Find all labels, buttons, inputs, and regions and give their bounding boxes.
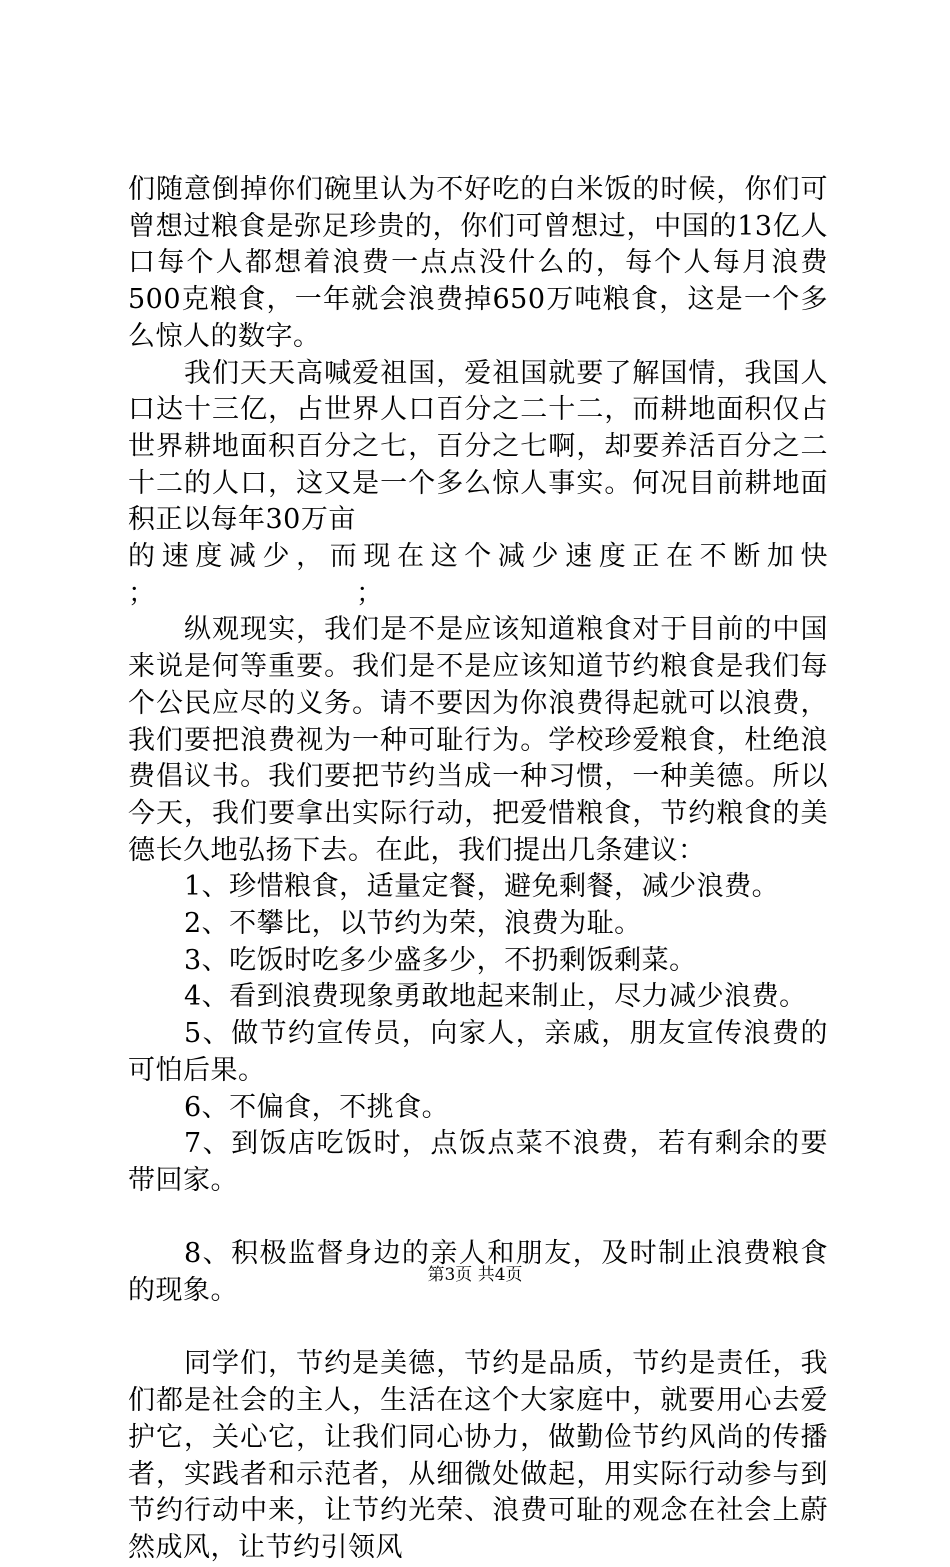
paragraph-2: 我们天天高喊爱祖国，爱祖国就要了解国情，我国人口达十三亿，占世界人口百分之二十二，而耕地面积仅占世界耕地面积百分之七，百分之七啊，却要养活百分之二十二的人口，这又是一个多么惊人事实。何况目前耕地面积正以每年30万亩	[128, 357, 828, 536]
suggestion-6: 6、不偏食，不挑食。	[184, 1091, 450, 1123]
paragraph-3: 纵观现实，我们是不是应该知道粮食对于目前的中国来说是何等重要。我们是不是应该知道节约粮食是我们每个公民应尽的义务。请不要因为你浪费得起就可以浪费，我们要把浪费视为一种可耻行为。学校珍爱粮食，杜绝浪费倡议书。我们要把节约当成一种习惯，一种美德。所以今天，我们要拿出实际行动，把爱惜粮食，节约粮食的美德长久地弘扬下去。在此，我们提出几条建议：	[128, 614, 828, 866]
semicolon-line	[128, 576, 828, 613]
blank-line	[128, 1200, 828, 1237]
paragraph-4: 同学们，节约是美德，节约是品质，节约是责任，我们都是社会的主人，生活在这个大家庭中，就要用心去爱护它，关心它，让我们同心协力，做勤俭节约风尚的传播者，实践者和示范者，从细微处做起，用实际行动参与到节约行动中来，让节约光荣、浪费可耻的观念在社会上蔚然成风，让节约引领风	[128, 1348, 828, 1563]
paragraph-1: 们随意倒掉你们碗里认为不好吃的白米饭的时候，你们可曾想过粮食是弥足珍贵的，你们可曾想过，中国的13亿人口每个人都想着浪费一点点没什么的，每个人每月浪费500克粮食，一年就会浪费掉650万吨粮食，这是一个多么惊人的数字。	[128, 174, 828, 352]
suggestion-4: 4、看到浪费现象勇敢地起来制止，尽力减少浪费。	[184, 981, 807, 1013]
suggestion-5: 5、做节约宣传员，向家人，亲戚，朋友宣传浪费的可怕后果。	[128, 1018, 828, 1086]
semicolon-a: ；	[128, 577, 156, 609]
suggestion-2: 2、不攀比，以节约为荣，浪费为耻。	[184, 908, 642, 940]
suggestion-8: 8、积极监督身边的亲人和朋友，及时制止浪费粮食的现象。	[128, 1238, 828, 1307]
body-text	[128, 172, 828, 1567]
page-footer: 第3页 共4页	[427, 1265, 523, 1285]
semicolon-b: ；	[356, 577, 384, 609]
suggestion-7: 7、到饭店吃饭时，点饭点菜不浪费，若有剩余的要带回家。	[128, 1128, 828, 1196]
paragraph-2-last-line: 的速度减少，而现在这个减少速度正在不断加快	[128, 541, 828, 573]
suggestion-1: 1、珍惜粮食，适量定餐，避免剩餐，减少浪费。	[184, 871, 780, 903]
suggestion-3: 3、吃饭时吃多少盛多少，不扔剩饭剩菜。	[184, 944, 697, 976]
blank-line	[128, 1310, 828, 1347]
